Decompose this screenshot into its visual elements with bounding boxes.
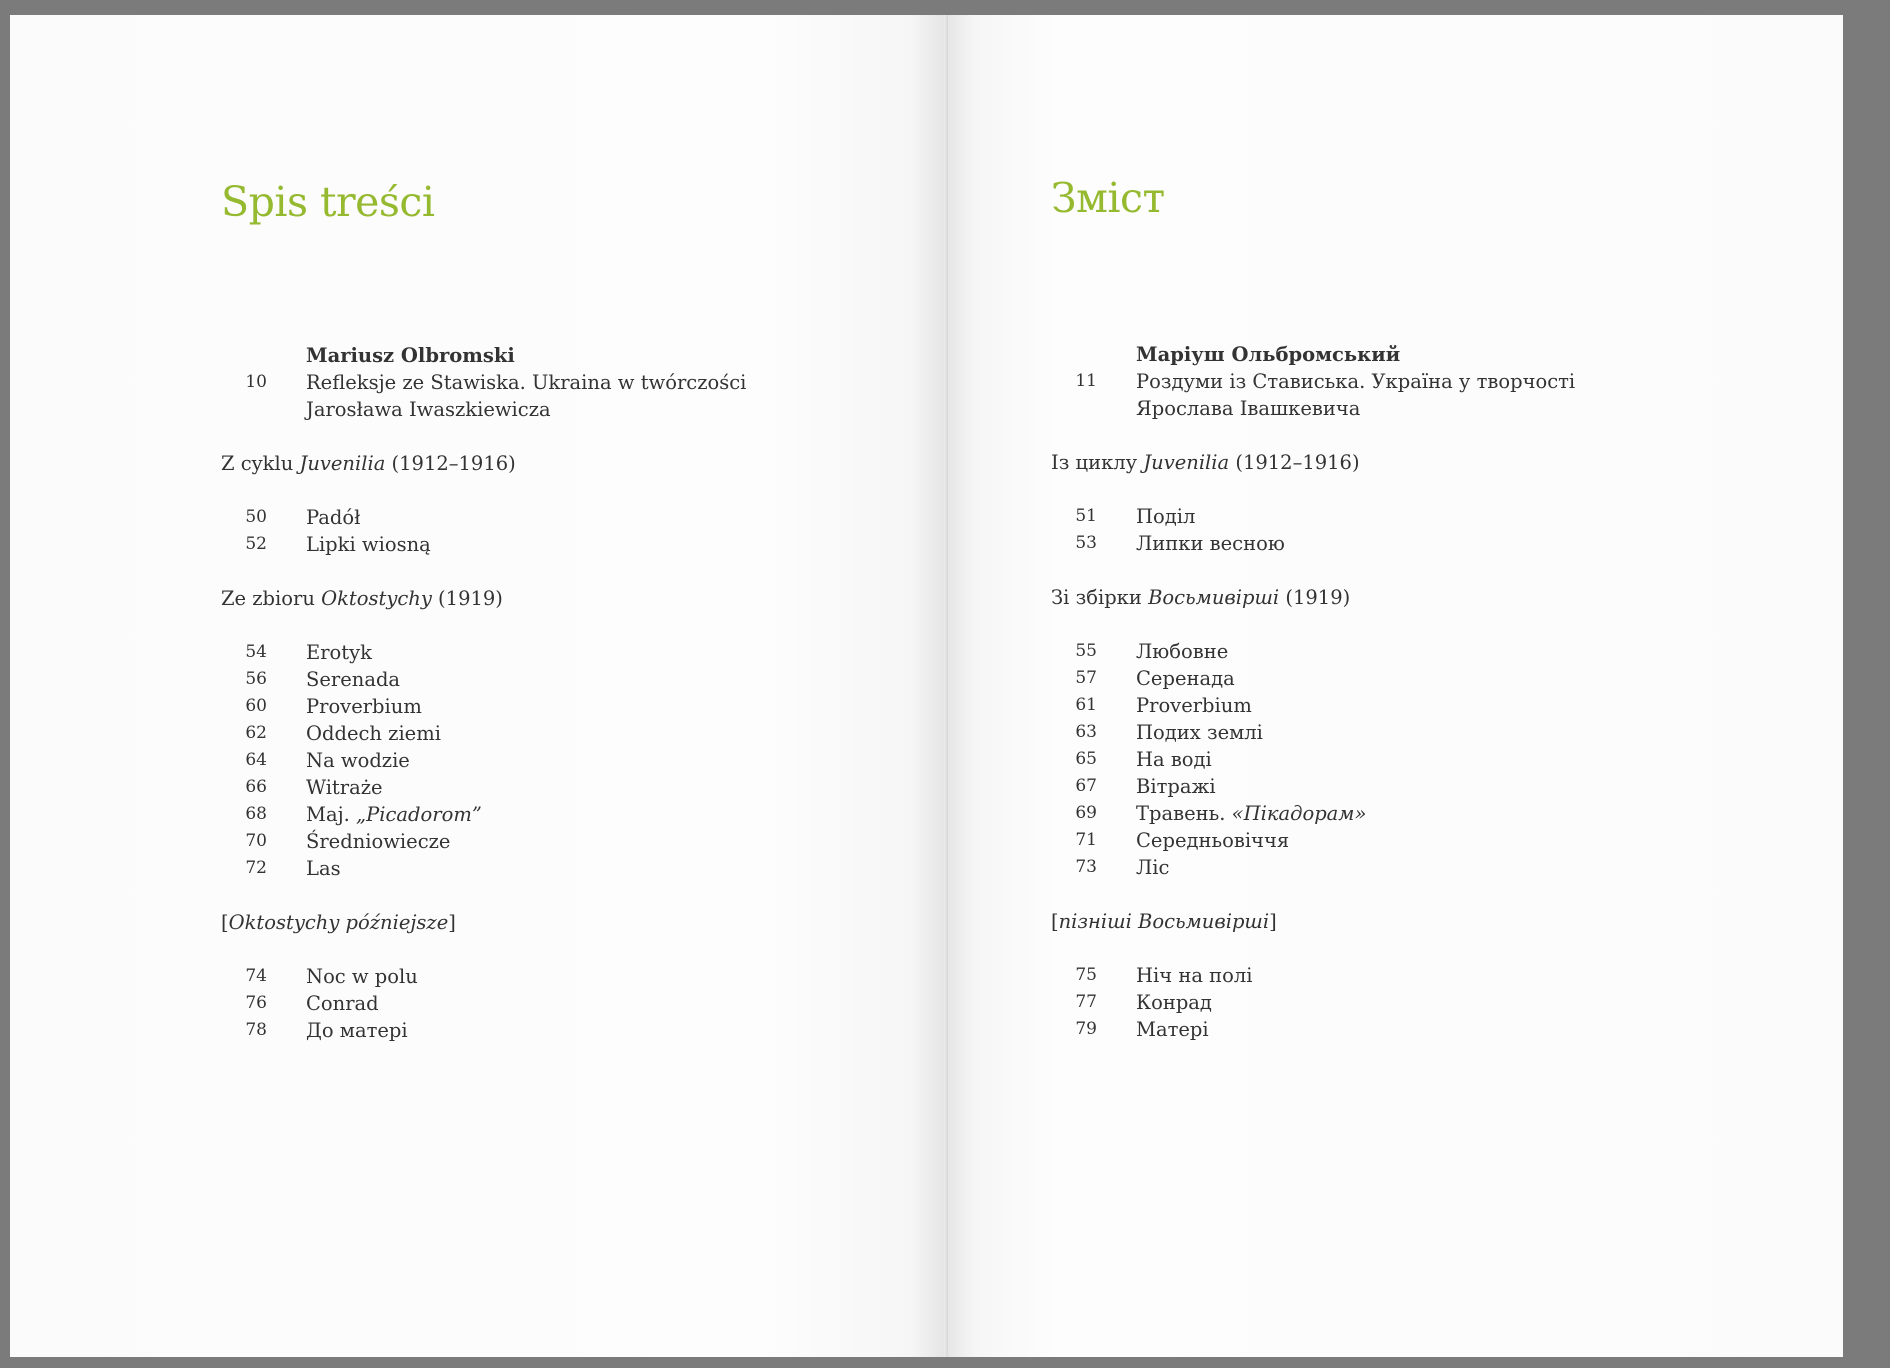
toc-entry: [221, 855, 948, 882]
page-title-ukrainian: Зміст: [1051, 174, 1165, 222]
toc-entry: [221, 990, 948, 1017]
page-title-polish: Spis treści: [221, 178, 435, 226]
toc-entry: [221, 774, 948, 801]
page-number: 68: [245, 804, 267, 824]
section-heading: Із циклу Juvenilia (1912–1916): [1051, 451, 1360, 474]
page-number: 52: [245, 534, 267, 554]
entry-title: Maj. „Picadorom”: [306, 803, 482, 826]
page-number: 62: [245, 723, 267, 743]
intro-author: Маріуш Ольбромський: [1136, 343, 1401, 366]
toc-entry: [221, 720, 948, 747]
entry-title: Oddech ziemi: [306, 722, 441, 745]
entry-title: Noc w polu: [306, 965, 418, 988]
page-number: 70: [245, 831, 267, 851]
page-number: 50: [245, 507, 267, 527]
toc-entry: [221, 666, 948, 693]
page-number: 64: [245, 750, 267, 770]
entry-title: Вітражі: [1136, 775, 1216, 798]
toc-entry: [1051, 800, 1811, 827]
entry-title: Na wodzie: [306, 749, 410, 772]
page-number: 56: [245, 669, 267, 689]
toc-entry: [1051, 665, 1811, 692]
toc-entry: [221, 801, 948, 828]
toc-entry: [1051, 746, 1811, 773]
entry-title: Середньовіччя: [1136, 829, 1290, 852]
intro-entry-row: [221, 369, 948, 396]
toc-entry: [1051, 962, 1811, 989]
page-number: 11: [1075, 371, 1097, 391]
page-number: 73: [1075, 857, 1097, 877]
page-number: 77: [1075, 992, 1097, 1012]
toc-entry: [1051, 719, 1811, 746]
toc-entry: [221, 504, 948, 531]
toc-entry: [1051, 530, 1811, 557]
intro-title-line-2: Ярослава Івашкевича: [1136, 397, 1361, 420]
section-heading: Z cyklu Juvenilia (1912–1916): [221, 452, 516, 475]
page-number: 51: [1075, 506, 1097, 526]
page-number: 57: [1075, 668, 1097, 688]
entry-title: Подих землі: [1136, 721, 1263, 744]
page-number: 76: [245, 993, 267, 1013]
section-heading: Зі збірки Восьмивірші (1919): [1051, 586, 1351, 609]
entry-title: Padół: [306, 506, 361, 529]
entry-title: Witraże: [306, 776, 383, 799]
toc-list-polish: [221, 342, 948, 1044]
entry-title: Любовне: [1136, 640, 1229, 663]
entry-title: Średniowiecze: [306, 830, 451, 853]
section-heading: [пізніші Восьмивірші]: [1051, 910, 1277, 933]
page-number: 53: [1075, 533, 1097, 553]
entry-title: Ліс: [1136, 856, 1170, 879]
toc-entry: [221, 639, 948, 666]
entry-title: Proverbium: [1136, 694, 1252, 717]
page-number: 75: [1075, 965, 1097, 985]
intro-entry-row: [1051, 368, 1811, 395]
intro-title-line-1: Роздуми із Стависька. Україна у творчості: [1136, 370, 1576, 393]
toc-entry: [221, 828, 948, 855]
toc-list-ukrainian: [1051, 341, 1811, 1043]
toc-entry: [1051, 503, 1811, 530]
entry-title: Proverbium: [306, 695, 422, 718]
toc-entry: [1051, 854, 1811, 881]
toc-entry: [1051, 692, 1811, 719]
intro-title-line-2: Jarosława Iwaszkiewicza: [306, 398, 551, 421]
entry-title: До матері: [306, 1019, 408, 1042]
intro-title-line-1: Refleksje ze Stawiska. Ukraina w twórczości: [306, 371, 747, 394]
page-number: 78: [245, 1020, 267, 1040]
entry-title: Липки весною: [1136, 532, 1285, 555]
entry-title: Lipki wiosną: [306, 533, 431, 556]
page-number: 55: [1075, 641, 1097, 661]
page-number: 79: [1075, 1019, 1097, 1039]
page-number: 71: [1075, 830, 1097, 850]
page-number: 67: [1075, 776, 1097, 796]
toc-entry: [1051, 827, 1811, 854]
toc-entry: [221, 1017, 948, 1044]
entry-title: Травень. «Пікадорам»: [1136, 802, 1367, 825]
intro-author-row: [1051, 341, 1811, 368]
page-number: 63: [1075, 722, 1097, 742]
page-number: 10: [245, 372, 267, 392]
entry-title: Erotyk: [306, 641, 372, 664]
page-number: 72: [245, 858, 267, 878]
entry-title: Поділ: [1136, 505, 1196, 528]
intro-entry-row-continued: [1051, 395, 1811, 422]
section-heading: Ze zbioru Oktostychy (1919): [221, 587, 503, 610]
entry-title: Conrad: [306, 992, 379, 1015]
left-page: [10, 15, 948, 1357]
page-number: 60: [245, 696, 267, 716]
entry-title: Конрад: [1136, 991, 1212, 1014]
page-number: 69: [1075, 803, 1097, 823]
entry-title: Serenada: [306, 668, 401, 691]
intro-entry-row-continued: [221, 396, 948, 423]
intro-author-row: [221, 342, 948, 369]
entry-title: Ніч на полі: [1136, 964, 1253, 987]
entry-title: Серенада: [1136, 667, 1235, 690]
toc-entry: [1051, 773, 1811, 800]
page-number: 54: [245, 642, 267, 662]
page-number: 74: [245, 966, 267, 986]
toc-entry: [221, 963, 948, 990]
page-number: 61: [1075, 695, 1097, 715]
right-page: [948, 15, 1843, 1357]
toc-entry: [1051, 638, 1811, 665]
entry-title: На воді: [1136, 748, 1212, 771]
page-number: 65: [1075, 749, 1097, 769]
intro-author: Mariusz Olbromski: [306, 344, 515, 367]
toc-entry: [221, 693, 948, 720]
toc-entry: [1051, 989, 1811, 1016]
section-heading: [Oktostychy późniejsze]: [221, 911, 456, 934]
toc-entry: [221, 747, 948, 774]
entry-title: Матері: [1136, 1018, 1209, 1041]
toc-entry: [221, 531, 948, 558]
toc-entry: [1051, 1016, 1811, 1043]
page-number: 66: [245, 777, 267, 797]
entry-title: Las: [306, 857, 341, 880]
